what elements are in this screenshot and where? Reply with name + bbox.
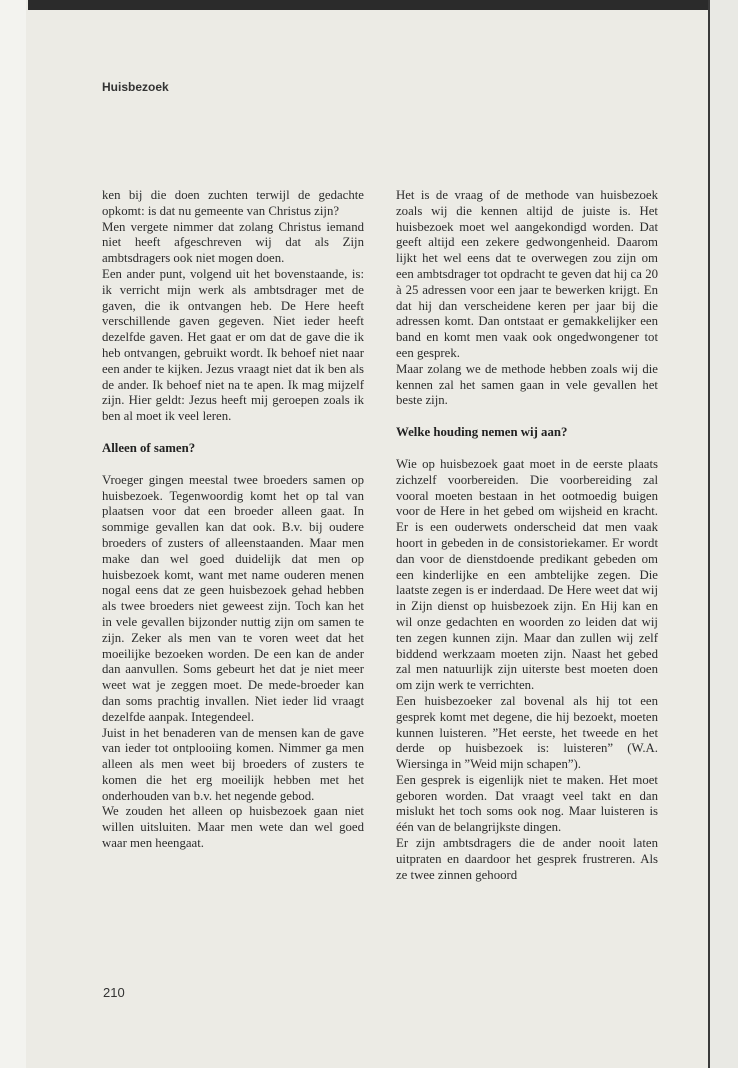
paragraph: Een gesprek is eigenlijk niet te maken. Het moet geboren worden. Dat vraagt veel takt en dan mislukt het toch soms ook nog. Maar luisteren is één van de belangrijkste dingen. — [396, 772, 658, 835]
page-top-border — [28, 0, 710, 10]
paragraph: Er zijn ambtsdragers die de ander nooit laten uitpraten en daardoor het gesprek frustreren. Als ze twee zinnen gehoord — [396, 836, 658, 882]
page-right-border — [708, 0, 738, 1068]
paragraph: ken bij die doen zuchten terwijl de gedachte opkomt: is dat nu gemeente van Christus zijn? — [102, 188, 364, 218]
paragraph: Een huisbezoeker zal bovenal als hij tot een gesprek komt met degene, die hij bezoekt, moeten kunnen luisteren. ”Het eerste, het tweede en het derde op huisbezoek is: luisteren” (W.A. Wiersinga in ”Weid mijn schapen”). — [396, 693, 658, 772]
page-number: 210 — [103, 985, 125, 1000]
running-head: Huisbezoek — [102, 80, 169, 94]
paragraph: We zouden het alleen op huisbezoek gaan niet willen uitsluiten. Maar men wete dan wel goed waar men heengaat. — [102, 804, 364, 851]
right-column — [396, 188, 658, 883]
paragraph: Wie op huisbezoek gaat moet in de eerste plaats zichzelf voorbereiden. Die voorbereiding zal vooral moeten bestaan in het ootmoedig buigen voor de Here in het gebed om wijsheid en kracht. Er is een ouderwets onderscheid dat men vaak hoort in gebeden in de consistoriekamer. Er wordt dan voor de dienstdoende predikant gebeden om een kinderlijke en een ambtelijke zegen. Die laatste zegen is er inderdaad. De Here weet dat wij in Zijn dienst op huisbezoek zijn. En Hij kan en wil onze gedachten en woorden zo leiden dat wij ten zegen kunnen zijn. Maar dan zullen wij zelf biddend werkzaam moeten zijn. Naast het gebed zal men natuurlijk zijn uiterste best moeten doen om zijn werk te verrichten. — [396, 456, 658, 693]
page-left-margin — [0, 0, 26, 1068]
paragraph: Men vergete nimmer dat zolang Christus iemand niet heeft afgeschreven wij dat als Zijn ambtsdragers ook niet mogen doen. — [102, 219, 364, 266]
paragraph: Juist in het benaderen van de mensen kan de gave van ieder tot ontplooiing komen. Nimmer ga men alleen als men weet bij broeders of zusters te komen die het erg moeilijk hebben met het onderhouden van b.v. het negende gebod. — [102, 725, 364, 803]
paragraph: Vroeger gingen meestal twee broeders samen op huisbezoek. Tegenwoordig komt het op tal van plaatsen voor dat een broeder alleen gaat. In sommige gevallen kan dat ook. B.v. bij oudere broeders of zusters of alleenstaanden. Maar men make dan wel goed duidelijk dat men op huisbezoek komt, want met name ouderen menen nogal eens dat ze geen huisbezoek gehad hebben als twee broeders niet geweest zijn. Toch kan het in vele gevallen bijzonder nuttig zijn om samen te zijn. Zeker als men van te voren weet dat het moeilijke bezoeken worden. De een kan de ander dan aanvullen. Soms gebeurt het dat je niet meer weet wat je zeggen moet. De mede-broeder kan dan soms prachtig invallen. Niet ieder lid vraagt dezelfde aanpak. Integendeel. — [102, 472, 364, 724]
paragraph: Maar zolang we de methode hebben zoals wij die kennen zal het samen gaan in vele gevallen het beste zijn. — [396, 361, 658, 408]
section-heading: Alleen of samen? — [102, 440, 196, 455]
section-heading: Welke houding nemen wij aan? — [396, 425, 568, 440]
paragraph: Het is de vraag of de methode van huisbezoek zoals wij die kennen altijd de juiste is. Het huisbezoek moet wel aangekondigd worden. Dat geeft altijd een zekere gedwongenheid. Daarom lijkt het wel eens dat te overwegen zou zijn om een ambtsdrager tot opdracht te geven dat hij ca 20 à 25 adressen voor een jaar te bewerken krijgt. En dat hij dan verscheidene keren per jaar bij die adressen komt. Dan ontstaat er gemakkelijker een band en komt men vaak ook ongedwongener tot een gesprek. — [396, 188, 658, 360]
left-column — [102, 188, 364, 852]
paragraph: Een ander punt, volgend uit het bovenstaande, is: ik verricht mijn werk als ambtsdrager met de gaven, die ik ontvangen heb. De Here heeft verschillende gaven gegeven. Niet ieder heeft dezelfde gaven. Het gaat er om dat de gave die ik heb ontvangen, gebruikt wordt. Ik behoef niet naar een ander te kijken. Jezus vraagt niet dat ik ben als de ander. Ik behoef niet na te apen. Ik mag mijzelf zijn. Hier geldt: Jezus heeft mij geroepen zoals ik ben al moet ik veel leren. — [102, 266, 364, 424]
